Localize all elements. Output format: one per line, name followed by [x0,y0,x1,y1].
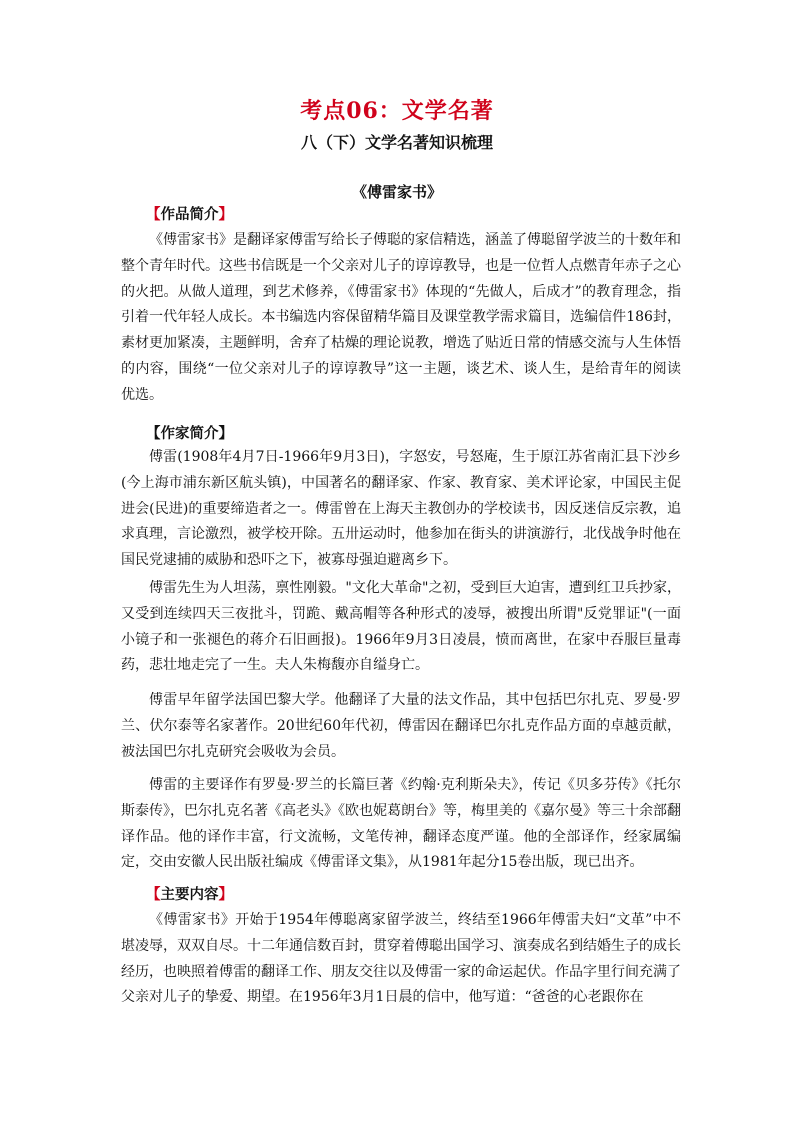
bracket-left: 【 [146,425,161,442]
author-intro-paragraph: 傅雷(1908年4月7日-1966年9月3日)，字怒安，号怒庵，生于原江苏省南汇县下沙乡(今上海市浦东新区航头镇)，中国著名的翻译家、作家、教育家、美术评论家，中国民主促进会(民进)的重要缔造者之一。傅雷曾在上海天主教创办的学校读书，因反迷信反宗教，追求真理，言论激烈，被学校开除。五卅运动时，他参加在街头的讲演游行，北伐战争时他在国民党逮捕的威胁和恐吓之下，被寡母强迫避离乡下。 [121,449,681,569]
bracket-right: 】 [218,206,233,223]
author-intro-paragraph: 傅雷先生为人坦荡，禀性刚毅。"文化大革命"之初，受到巨大迫害，遭到红卫兵抄家，又受到连续四天三夜批斗，罚跪、戴高帽等各种形式的凌辱，被搜出所谓"反党罪证"(一面小镜子和一张褪色的蒋介石旧画报)。1966年9月3日凌晨，愤而离世，在家中吞服巨量毒药，悲壮地走完了一生。夫人朱梅馥亦自缢身亡。 [121,580,681,674]
author-intro-paragraph: 傅雷的主要译作有罗曼·罗兰的长篇巨著《约翰·克利斯朵夫》，传记《贝多芬传》《托尔斯泰传》，巴尔扎克名著《高老头》《欧也妮葛朗台》等，梅里美的《嘉尔曼》等三十余部翻译作品。他的译作丰富，行文流畅，文笔传神，翻译态度严谨。他的全部译作，经家属编定，交由安徽人民出版社编成《傅雷译文集》，从1981年起分15卷出版，现已出齐。 [121,777,681,871]
book-title: 《傅雷家书》 [351,183,442,201]
page-subtitle: 八（下）文学名著知识梳理 [300,133,493,152]
author-intro-paragraph: 傅雷早年留学法国巴黎大学。他翻译了大量的法文作品，其中包括巴尔扎克、罗曼·罗兰、伏尔泰等名家著作。20世纪60年代初，傅雷因在翻译巴尔扎克作品方面的卓越贡献，被法国巴尔扎克研究会吸收为会员。 [121,692,681,760]
section-heading-label: 作品简介 [160,206,219,223]
main-content-paragraph: 《傅雷家书》开始于1954年傅聪离家留学波兰，终结至1966年傅雷夫妇“文革”中不堪凌辱，双双自尽。十二年通信数百封，贯穿着傅聪出国学习、演奏成名到结婚生子的成长经历，也映照着傅雷的翻译工作、朋友交往以及傅雷一家的命运起伏。作品字里行间充满了父亲对儿子的挚爱、期望。在1956年3月1日晨的信中，他写道：“爸爸的心老跟你在 [121,912,681,1006]
section-heading-label: 作家简介 [160,425,219,442]
bracket-left: 【 [146,886,161,903]
section-heading-label: 主要内容 [160,886,219,903]
section-heading-main-content [146,883,233,904]
section-heading-works-intro [146,203,233,224]
section-heading-author-intro [146,422,233,443]
bracket-right: 】 [218,886,233,903]
page-title: 考点06：文学名著 [300,98,494,124]
bracket-left: 【 [146,206,161,223]
works-intro-paragraph: 《傅雷家书》是翻译家傅雷写给长子傅聪的家信精选，涵盖了傅聪留学波兰的十数年和整个青年时代。这些书信既是一个父亲对儿子的谆谆教导，也是一位哲人点燃青年赤子之心的火把。从做人道理，到艺术修养，《傅雷家书》体现的“先做人，后成才”的教育理念，指引着一代年轻人成长。本书编选内容保留精华篇目及课堂教学需求篇目，选编信件186封，素材更加紧凑，主题鲜明，舍弃了枯燥的理论说教，增选了贴近日常的情感交流与人生体悟的内容，围绕“一位父亲对儿子的谆谆教导”这一主题，谈艺术、谈人生，是给青年的阅读优选。 [121,232,681,403]
bracket-right: 】 [218,425,233,442]
